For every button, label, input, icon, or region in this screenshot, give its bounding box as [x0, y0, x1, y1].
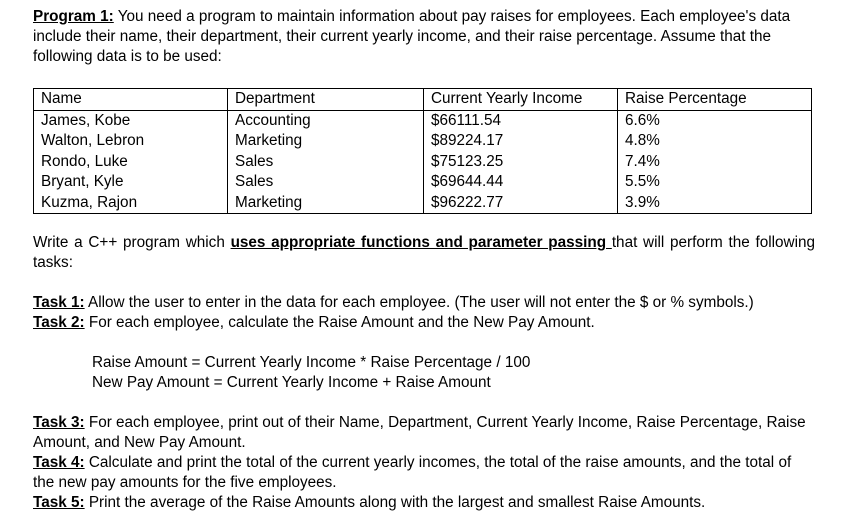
task-4-text: Calculate and print the total of the current yearly incomes, the total of the raise amounts, and the total of the new pay amounts for the five employees. — [33, 454, 792, 491]
header-cell: Raise Percentage — [618, 89, 812, 111]
table-cell: 7.4% — [618, 152, 812, 173]
table-row — [34, 193, 812, 214]
header-cell: Current Yearly Income — [424, 89, 618, 111]
program-label: Program 1: — [33, 8, 114, 25]
intro-text: You need a program to maintain information about pay raises for employees. Each employee's data include their name, their department, their current yearly income, and their raise percentage. Assume that the following data is to be used: — [33, 8, 791, 65]
table-cell: Marketing — [228, 193, 424, 214]
task-3-text: For each employee, print out of their Name, Department, Current Yearly Income, Raise Percentage, Raise Amount, and New Pay Amount. — [33, 414, 806, 451]
instructions-paragraph — [33, 233, 815, 273]
table-cell: 4.8% — [618, 131, 812, 152]
table-cell: 6.6% — [618, 110, 812, 131]
header-cell: Name — [34, 89, 228, 111]
table-cell: Bryant, Kyle — [34, 172, 228, 193]
table-cell: $96222.77 — [424, 193, 618, 214]
table-cell: 3.9% — [618, 193, 812, 214]
task-5-text: Print the average of the Raise Amounts along with the largest and smallest Raise Amounts. — [84, 494, 706, 511]
table-cell: $89224.17 — [424, 131, 618, 152]
table-cell: Sales — [228, 152, 424, 173]
instructions-emphasis: uses appropriate functions and parameter passing — [230, 234, 612, 251]
task-4 — [33, 453, 815, 493]
task-2-label: Task 2: — [33, 314, 85, 331]
task-3 — [33, 413, 815, 453]
task-3-label: Task 3: — [33, 414, 85, 431]
task-2-text: For each employee, calculate the Raise Amount and the New Pay Amount. — [84, 314, 595, 331]
table-cell: Marketing — [228, 131, 424, 152]
table-cell: $69644.44 — [424, 172, 618, 193]
task-4-label: Task 4: — [33, 454, 85, 471]
table-row — [34, 110, 812, 131]
table-row — [34, 131, 812, 152]
table-header-row — [34, 89, 812, 111]
raise-amount-formula: Raise Amount = Current Yearly Income * Raise Percentage / 100 — [92, 354, 531, 371]
header-cell: Department — [228, 89, 424, 111]
task-5-label: Task 5: — [33, 494, 85, 511]
table-cell: Sales — [228, 172, 424, 193]
employee-table — [33, 88, 812, 214]
table-cell: $75123.25 — [424, 152, 618, 173]
table-cell: 5.5% — [618, 172, 812, 193]
table-row — [34, 172, 812, 193]
task-5 — [33, 493, 815, 513]
table-cell: Accounting — [228, 110, 424, 131]
intro-paragraph — [33, 7, 815, 67]
table-cell: Walton, Lebron — [34, 131, 228, 152]
table-cell: James, Kobe — [34, 110, 228, 131]
table-cell: $66111.54 — [424, 110, 618, 131]
table-cell: Rondo, Luke — [34, 152, 228, 173]
instructions-prefix: Write a C++ program which — [33, 234, 231, 251]
table-cell: Kuzma, Rajon — [34, 193, 228, 214]
table-row — [34, 152, 812, 173]
task-2 — [33, 313, 815, 333]
task-1-label: Task 1: — [33, 294, 85, 311]
instructions-suffix: that will perform the following tasks: — [33, 234, 815, 271]
task-1-text: Allow the user to enter in the data for each employee. (The user will not enter the $ or % symbols.) — [84, 294, 754, 311]
new-pay-formula: New Pay Amount = Current Yearly Income + Raise Amount — [92, 374, 491, 391]
task-1 — [33, 293, 815, 313]
